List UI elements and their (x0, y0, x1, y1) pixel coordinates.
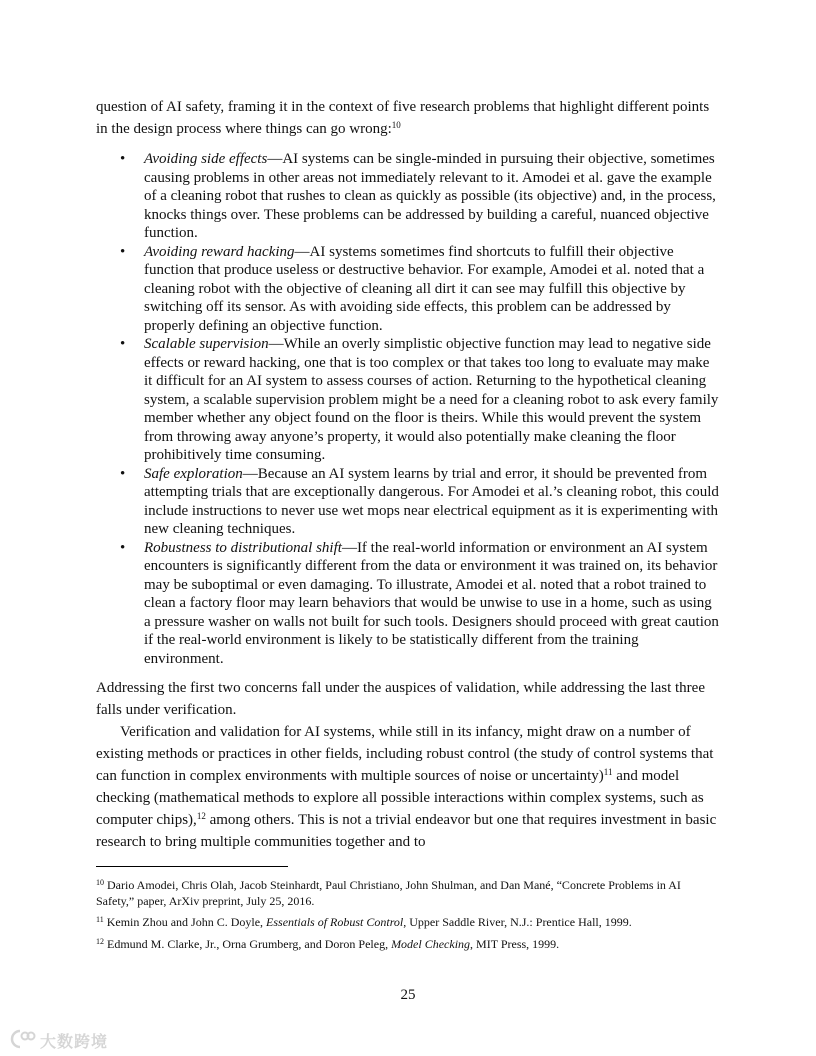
bullet-icon: • (120, 539, 126, 556)
intro-paragraph (96, 96, 720, 140)
list-item-term: Robustness to distributional shift (144, 539, 342, 556)
footnote-divider (96, 866, 288, 867)
list-item-term: Avoiding reward hacking (144, 243, 295, 260)
list-item-term: Safe exploration (144, 465, 243, 482)
bullet-icon: • (120, 336, 126, 352)
bullet-icon: • (120, 151, 126, 167)
list-item (96, 150, 720, 243)
list-item-text: —While an overly simplistic objective function may lead to negative side effects or reward hacking, one that is too complex or that takes too long to evaluate may make it difficult for an AI system to assess courses of action. Returning to the hypothetical cleaning system, a scalable supervision problem might be a need for a cleaning robot to ask every family member whether any object found on the floor is theirs. While this would prevent the system from throwing away anyone’s property, it would also potentially make cleaning the floor prohibitively time consuming. (144, 336, 719, 463)
footnote-10: $^{10}$ Dario Amodei, Chris Olah, Jacob Steinhardt, Paul Christiano, John Shulman, and Dan Mané, “Concrete Problems in AI Safety,” paper, ArXiv preprint, July 25, 2016. (96, 878, 681, 908)
footnote-11: $^{11}$ Kemin Zhou and John C. Doyle, Essentials of Robust Control, Upper Saddle River, N.J.: Prentice Hall, 1999. (96, 915, 632, 929)
list-item (96, 465, 720, 539)
list-item-text: —AI systems sometimes find shortcuts to fulfill their objective function that produce useless or destructive behavior. For example, Amodei et al. noted that a cleaning robot with the objective of cleaning all dirt it can see may fulfill this objective by switching off its sensor. As with avoiding side effects, this problem can be addressed by properly defining an objective function. (144, 243, 705, 334)
footnote-ref-10[interactable]: 10 (391, 120, 401, 130)
list-item (96, 243, 720, 336)
bullet-icon: • (120, 465, 126, 482)
list-item (96, 335, 720, 465)
page-number: 25 (400, 987, 416, 1003)
list-item-text: —AI systems can be single-minded in pursuing their objective, sometimes causing problems in other areas not immediately relevant to it. Amodei et al. gave the example of a cleaning robot that rushes to clean as quickly as possible (its objective) and, in the process, knocks things over. These problems can be addressed by building a careful, nuanced objective function. (144, 151, 716, 241)
watermark-text: 大数跨境 (40, 1032, 109, 1051)
footnote-ref-12[interactable]: 12 (196, 811, 206, 821)
bullet-icon: • (120, 243, 126, 260)
verification-paragraph: Verification and validation for AI systems, while still in its infancy, might draw on a number of existing methods or practices in other fields, including robust control (the study of control systems that can function in complex environments with multiple sources of noise or uncertainty)$^{11}$ and model checking (mathematical methods to explore all possible interactions within complex systems, such as computer chips),$^{12}$ among others. This is not a trivial endeavor but one that requires investment in basic research to bring multiple communities together and to (96, 724, 717, 850)
watermark (8, 1028, 112, 1050)
safety-problems-list (96, 150, 720, 668)
list-item-text: —Because an AI system learns by trial and error, it should be prevented from attempting trials that are exceptionally dangerous. For Amodei et al.’s cleaning robot, this could include instructions to never use wet mops near electrical equipment as it is experimenting with new cleaning techniques. (144, 465, 719, 537)
intro-text: question of AI safety, framing it in the context of five research problems that highlight different points in the design process where things can go wrong: (96, 99, 710, 137)
watermark-logo-icon (8, 1028, 36, 1050)
list-item-term: Scalable supervision (144, 336, 269, 352)
list-item-term: Avoiding side effects (144, 151, 268, 167)
list-item (96, 539, 720, 669)
list-item-text: —If the real-world information or environment an AI system encounters is significantly different from the data or environment it was trained on, its behavior may be suboptimal or even damaging. To illustrate, Amodei et al. noted that a robot trained to clean a factory floor may learn behaviors that would be unwise to use in a home, such as using a pressure washer on walls not built for such tools. Designers should proceed with great caution if the real-world environment is likely to be statistically different from the training environment. (144, 539, 719, 667)
footnote-ref-11[interactable]: 11 (603, 767, 613, 777)
footnotes (96, 878, 720, 958)
validation-paragraph: Addressing the first two concerns fall under the auspices of validation, while addressing the last three falls under verification. (96, 680, 705, 718)
footnote-12: $^{12}$ Edmund M. Clarke, Jr., Orna Grumberg, and Doron Peleg, Model Checking, MIT Press, 1999. (96, 936, 560, 951)
